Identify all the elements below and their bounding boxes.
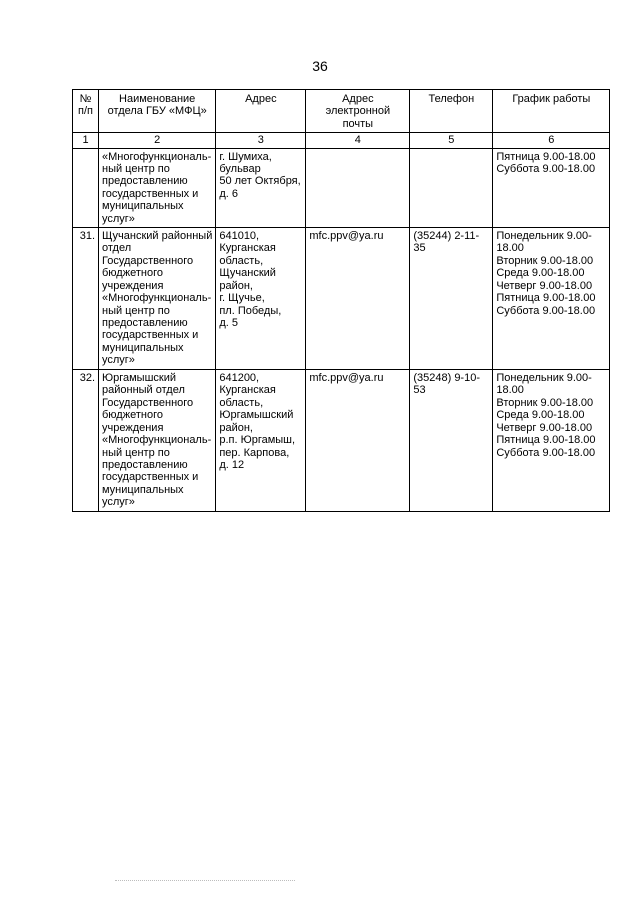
department-name-cell [99,228,216,370]
name-line: учреждения [102,421,164,434]
address-line: пер. Карпова, [219,446,290,459]
schedule-line: Пятница 9.00-18.00 [496,434,596,447]
phone-cell [410,228,493,370]
column-number: 6 [493,133,610,148]
address-line: р.п. Юргамыш, [219,434,296,447]
address-line: 50 лет Октября, [219,175,301,188]
email-cell [306,148,410,227]
schedule-line: Вторник 9.00-18.00 [496,396,594,409]
name-line: «Многофункциональ- [102,434,212,447]
address-line: район, [219,421,253,434]
name-line: услуг» [102,354,135,367]
mfc-offices-table [72,89,610,512]
schedule-line: Среда 9.00-18.00 [496,409,585,422]
row-number: 31. [73,228,99,370]
header-email: Адрес электронной почты [306,90,410,133]
schedule-line: Суббота 9.00-18.00 [496,163,596,176]
phone-line: (35248) 9-10- [413,372,480,385]
address-line: Курганская [219,242,276,255]
schedule-line: Четверг 9.00-18.00 [496,421,593,434]
email-cell: mfc.ppv@ya.ru [306,370,410,512]
column-number-row [73,133,610,148]
name-line: муниципальных [102,341,184,354]
column-number: 3 [216,133,306,148]
address-cell [216,370,306,512]
table-row [73,228,610,370]
address-line: Курганская [219,384,276,397]
phone-cell [410,148,493,227]
address-line: бульвар [219,163,261,176]
schedule-cell [493,228,610,370]
column-number: 1 [73,133,99,148]
header-schedule: График работы [493,90,610,133]
schedule-line: Пятница 9.00-18.00 [496,292,596,305]
name-line: «Многофункциональ- [102,150,212,163]
department-name-cell [99,370,216,512]
name-line: Щучанский районный [102,230,213,243]
phone-line: 53 [413,384,426,397]
name-line: муниципальных [102,200,184,213]
schedule-line: Среда 9.00-18.00 [496,267,585,280]
name-line: предоставлению [102,458,188,471]
address-cell [216,228,306,370]
address-line: 641200, [219,372,260,385]
header-number: № п/п [73,90,99,133]
name-line: бюджетного [102,267,163,280]
table-row [73,148,610,227]
name-line: отдел [102,242,132,255]
schedule-line: Суббота 9.00-18.00 [496,446,596,459]
name-line: предоставлению [102,316,188,329]
name-line: государственных и [102,471,199,484]
name-line: Государственного [102,396,194,409]
column-number: 4 [306,133,410,148]
name-line: ный центр по [102,304,170,317]
phone-line: (35244) 2-11- [413,230,480,243]
name-line: учреждения [102,279,164,292]
address-line: область, [219,396,264,409]
column-number: 2 [99,133,216,148]
page-number: 36 [312,58,328,74]
address-line: пл. Победы, [219,304,282,317]
address-line: Юргамышский [219,409,294,422]
schedule-line: Понедельник 9.00- [496,230,592,243]
address-line: г. Шумиха, [219,150,272,163]
email-cell: mfc.ppv@ya.ru [306,228,410,370]
name-line: «Многофункциональ- [102,292,212,305]
schedule-line: Суббота 9.00-18.00 [496,304,596,317]
name-line: бюджетного [102,409,163,422]
schedule-line: 18.00 [496,384,524,397]
schedule-line: Вторник 9.00-18.00 [496,254,594,267]
name-line: ный центр по [102,163,170,176]
header-phone: Телефон [410,90,493,133]
address-line: г. Щучье, [219,292,265,305]
bottom-divider [115,880,295,881]
table-header-row [73,90,610,133]
schedule-cell [493,148,610,227]
name-line: Юргамышский [102,372,177,385]
schedule-line: Четверг 9.00-18.00 [496,279,593,292]
address-line: д. 12 [219,458,245,471]
row-number [73,148,99,227]
header-address: Адрес [216,90,306,133]
name-line: услуг» [102,212,135,225]
table-row [73,370,610,512]
name-line: государственных и [102,329,199,342]
address-line: область, [219,254,264,267]
schedule-line: 18.00 [496,242,524,255]
name-line: муниципальных [102,483,184,496]
schedule-line: Пятница 9.00-18.00 [496,150,596,163]
schedule-line: Понедельник 9.00- [496,372,592,385]
address-line: Щучанский [219,267,276,280]
schedule-cell [493,370,610,512]
address-line: д. 6 [219,187,238,200]
name-line: Государственного [102,254,194,267]
name-line: государственных и [102,187,199,200]
address-line: 641010, [219,230,260,243]
address-line: район, [219,279,253,292]
name-line: районный отдел [102,384,185,397]
name-line: услуг» [102,496,135,509]
name-line: ный центр по [102,446,170,459]
phone-cell [410,370,493,512]
phone-line: 35 [413,242,426,255]
name-line: предоставлению [102,175,188,188]
address-cell [216,148,306,227]
column-number: 5 [410,133,493,148]
department-name-cell [99,148,216,227]
address-line: д. 5 [219,316,238,329]
row-number: 32. [73,370,99,512]
header-department-name: Наименование отдела ГБУ «МФЦ» [99,90,216,133]
